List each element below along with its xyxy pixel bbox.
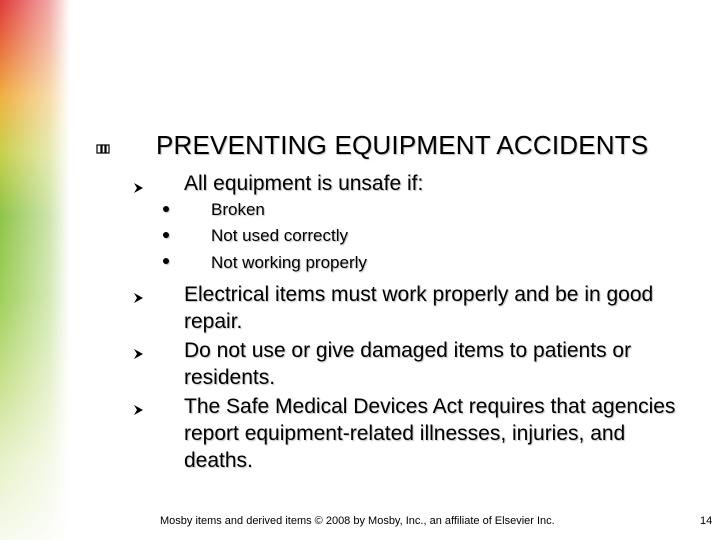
sub-point-broken: Broken	[211, 200, 265, 219]
sub-bullet-icon	[163, 232, 169, 238]
footer-copyright: Mosby items and derived items © 2008 by Mosby, Inc., an affiliate of Elsevier Inc.	[160, 515, 555, 527]
arrowhead-bullet-icon	[133, 348, 144, 360]
arrowhead-bullet-icon	[133, 182, 144, 194]
page-number: 14	[700, 515, 713, 527]
point-safe-medical-devices-act: The Safe Medical Devices Act requires that agencies report equipment-related illnesses, injuries, and deaths.	[184, 395, 676, 472]
arrowhead-bullet-icon	[133, 292, 144, 304]
sub-point-not-used-correctly: Not used correctly	[211, 226, 348, 245]
sub-bullet-icon	[163, 258, 169, 264]
sub-bullet-icon	[163, 206, 169, 212]
arrowhead-bullet-icon	[133, 404, 144, 416]
stripe-fade-overlay	[0, 0, 70, 540]
point-damaged-items: Do not use or give damaged items to patients or residents.	[184, 339, 632, 389]
main-point: All equipment is unsafe if:	[184, 172, 424, 195]
point-electrical-items: Electrical items must work properly and be in good repair.	[184, 283, 654, 333]
wingding-bullet-icon	[96, 143, 110, 155]
sub-point-not-working-properly: Not working properly	[211, 253, 367, 272]
slide-title: PREVENTING EQUIPMENT ACCIDENTS	[156, 130, 649, 160]
